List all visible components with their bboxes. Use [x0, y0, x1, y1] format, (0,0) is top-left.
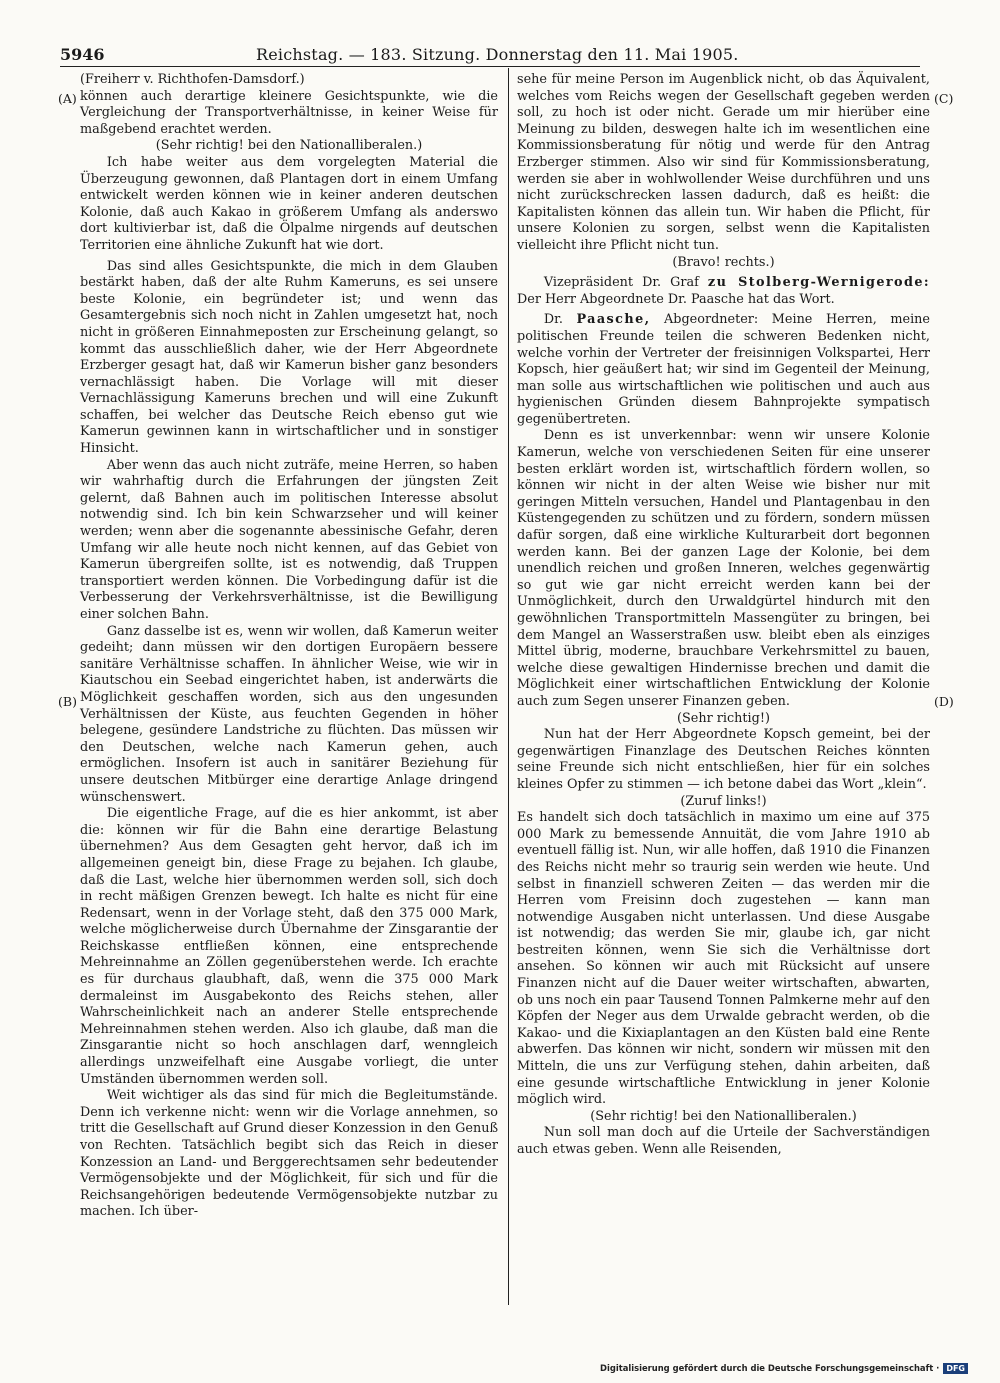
speaker-text: Abgeordneter: Meine Herren, meine politischen Freunde teilen die schweren Bedenken nicht, welche vorhin der Vertreter der freisinnigen Volkspartei, Herr Kopsch, hier geäußert hat; wir sind im Gegenteil der Meinung, man solle aus wirtschaftlichen wie politischen und auch aus hygienischen Gründen diesem Bahnprojekte sympatisch gegenübertreten. [517, 312, 930, 427]
speaker-note [80, 72, 498, 89]
paragraph: Weit wichtiger als das sind für mich die Begleitumstände. Denn ich verkenne nicht: wenn wir die Vorlage annehmen, so tritt die Gesellschaft auf Grund dieser Konzession in den Genuß von Rechten. Tatsächlich begibt sich das Reich in dieser Konzession an Land- und Berggerechtsamen sehr bedeutender Vermögensobjekte und der Möglichkeit, für sich und für die Reichsangehörigen bedeutende Vermögensobjekte nutzbar zu machen. Ich über- [80, 1088, 498, 1220]
speaker-paragraph [517, 312, 930, 428]
footer-credit [600, 1363, 968, 1374]
paragraph: Nun soll man doch auf die Urteile der Sachverständigen auch etwas geben. Wenn alle Reisenden, [517, 1125, 930, 1157]
paragraph: Nun hat der Herr Abgeordnete Kopsch gemeint, bei der gegenwärtigen Finanzlage des Deutschen Reiches könnten seine Freunde sich nicht entschließen, hier für ein solches kleines Opfer zu stimmen — ich betone dabei das Wort „klein“. [517, 727, 930, 792]
vp-text: Der Herr Abgeordnete Dr. Paasche hat das Wort. [517, 291, 835, 307]
paragraph: Die eigentliche Frage, auf die es hier ankommt, ist aber die: können wir für die Bahn eine derartige Belastung übernehmen? Aus dem Gesagten geht hervor, daß ich im allgemeinen geneigt bin, diese Frage zu bejahen. Ich glaube, daß die Last, welche hier übernommen werden soll, sich doch in recht mäßigen Grenzen bewegt. Ich halte es nicht für eine Redensart, wenn in der Vorlage steht, daß den 375 000 Mark, welche möglicherweise durch Übernahme der Zinsgarantie der Reichskasse entfließen können, eine entsprechende Mehreinnahme an Zöllen gegenüberstehen werde. Ich erachte es für durchaus glaubhaft, daß, wenn die 375 000 Mark dermaleinst im Ausgabekonto des Reichs stehen, aller Wahrscheinlichkeit nach an anderer Stelle entsprechende Mehreinnahmen stehen werden. Also ich glaube, daß man die Zinsgarantie nicht so hoch anschlagen darf, wenngleich allerdings unzweifelhaft eine Ausgabe vorliegt, die unter Umständen übernommen werden soll. [80, 806, 498, 1087]
paragraph: Aber wenn das auch nicht zuträfe, meine Herren, so haben wir wahrhaftig durch die Erfahrungen der jüngsten Zeit gelernt, daß Bahnen auch im politischen Interesse absolut notwendig sind. Ich bin kein Schwarzseher und will keiner werden; wenn aber die sogenannte abessinische Gefahr, deren Umfang wir alle heute noch nicht kennen, auf das Gebiet von Kamerun übergreifen sollte, ist es notwendig, daß Truppen transportiert werden können. Die Vorbedingung dafür ist die Verbesserung der Verkehrsverhältnisse, ist die Bewilligung einer solchen Bahn. [80, 457, 498, 622]
margin-marker-a: (A) [58, 91, 77, 106]
remark: (Sehr richtig! bei den Nationalliberalen.) [590, 1108, 857, 1124]
speaker-title: Dr. [543, 312, 577, 328]
footer-text: Digitalisierung gefördert durch die Deutsche Forschungsgemeinschaft · [600, 1363, 940, 1373]
paragraph: können auch derartige kleinere Gesichtspunkte, wie die Vergleichung der Transportverhältnisse, in keiner Weise für maßgebend erachtet werden. [80, 88, 498, 137]
left-column [80, 72, 498, 1221]
column-divider [508, 68, 509, 1305]
margin-marker-b: (B) [58, 694, 77, 709]
paragraph: sehe für meine Person im Augenblick nicht, ob das Äquivalent, welches vom Reichs wegen der Gesellschaft gegeben werden soll, zu hoch ist oder nicht. Gerade um mir hierüber eine Meinung zu bilden, deswegen halte ich im wesentlichen eine Kommissionsberatung für nötig und werde für den Antrag Erzberger stimmen. Also wir sind für Kommissionsberatung, werden sie aber in wohlwollender Weise durchführen und uns nicht zurückschrecken lassen dadurch, daß es heißt: die Kapitalisten können das allein tun. Wir haben die Pflicht, für unsere Kolonien zu sorgen, selbst wenn die Kapitalisten vielleicht ihre Pflicht nicht tun. [517, 72, 930, 253]
paragraph: Es handelt sich doch tatsächlich in maximo um eine auf 375 000 Mark zu bemessende Annuität, die vom Jahre 1910 ab eventuell fällig ist. Nun, wir alle hoffen, daß 1910 die Finanzen des Reichs nicht mehr so traurig sein werden wie heute. Und selbst in finanziell schweren Zeiten — das werden mir die Herren vom Freisinn doch zugestehen — kann man notwendige Ausgaben nicht unterlassen. Und diese Ausgabe ist notwendig; das werden Sie mir, glaube ich, gar nicht bestreiten können, wenn Sie sich die Verhältnisse dort ansehen. So können wir auch mit Rücksicht auf unsere Finanzen nicht auf die Dauer weiter wirtschaften, abwarten, ob uns noch ein paar Tausend Tonnen Palmkerne mehr auf den Köpfen der Neger aus dem Urwalde gebracht werden, ob die Kakao- und die Kixiaplantagen an den Küsten bald eine Rente abwerfen. Das können wir nicht, sondern wir müssen mit den Mitteln, die uns zur Verfügung stehen, dahin arbeiten, daß eine gesunde wirtschaftliche Entwicklung in jener Kolonie möglich wird. [517, 810, 930, 1108]
running-title: Reichstag. — 183. Sitzung. Donnerstag den 11. Mai 1905. [256, 45, 739, 64]
vice-president-statement [517, 275, 930, 308]
speaker-name: Paasche, [576, 312, 651, 328]
page-number: 5946 [60, 45, 105, 64]
paragraph: Ich habe weiter aus dem vorgelegten Material die Überzeugung gewonnen, daß Plantagen dort in einem Umfang entwickelt werden können wie in keiner anderen deutschen Kolonie, daß auch Kakao in größerem Umfang als anderswo dort kultivierbar ist, daß die Ölpalme nirgends auf deutschen Territorien eine ähnliche Zukunft hat wie dort. [80, 154, 498, 253]
page-header [60, 44, 920, 66]
speaker-note-text: (Freiherr v. Richthofen-Damsdorf.) [80, 72, 305, 87]
paragraph: Ganz dasselbe ist es, wenn wir wollen, daß Kamerun weiter gedeiht; dann müssen wir den dortigen Europäern bessere sanitäre Verhältnisse schaffen. In ähnlicher Weise, wie wir in Kiautschou ein Seebad eingerichtet haben, ist anderwärts die Möglichkeit geschaffen worden, sich aus den ungesunden Verhältnissen der Küste, aus feuchten Gegenden in höher belegene, gesündere Landstriche zu flüchten. Das müssen wir den Deutschen, welche nach Kamerun gehen, auch ermöglichen. Insofern ist auch in sanitärer Beziehung für unsere deutschen Mitbürger eine derartige Anlage dringend wünschenswert. [80, 623, 498, 805]
remark: (Sehr richtig! bei den Nationalliberalen.) [155, 138, 423, 154]
vp-name: zu Stolberg-Wernigerode: [707, 275, 930, 291]
paragraph: Denn es ist unverkennbar: wenn wir unsere Kolonie Kamerun, welche von verschiedenen Seiten für eine unserer besten erklärt worden ist, wirtschaftlich fördern wollen, so können wir nicht in der alten Weise wie bisher nur mit geringen Mitteln versuchen, Handel und Plantagenbau in den Küstengegenden zu schützen und zu fördern, sondern müssen dafür sorgen, daß eine wirkliche Kulturarbeit dort begonnen werden kann. Bei der ganzen Lage der Kolonie, bei dem unendlich reichen und großen Inneren, welches gegenwärtig so gut wie gar nicht erreicht werden kann bei der Unmöglichkeit, durch den Urwaldgürtel hindurch mit den gewöhnlichen Transportmitteln Massengüter zu bringen, bei dem Mangel an Wasserstraßen usw. bleibt eben als einziges Mittel übrig, moderne, brauchbare Verkehrsmittel zu bauen, welche diese gewaltigen Hindernisse brechen und damit die Möglichkeit einer wirtschaftlichen Entwicklung der Kolonie auch zum Segen unserer Finanzen geben. [517, 428, 930, 709]
margin-marker-d: (D) [934, 694, 954, 709]
paragraph: Das sind alles Gesichtspunkte, die mich in dem Glauben bestärkt haben, daß der alte Ruhm Kameruns, es sei unsere beste Kolonie, ein begründeter ist; und wenn das Gesamtergebnis sich noch nicht in Zahlen umgesetzt hat, noch nicht in größeren Einnahmeposten zur Erscheinung gelangt, so kommt das ausschließlich daher, wie der Herr Abgeordnete Erzberger gesagt hat, daß wir Kamerun bisher ganz besonders vernachlässigt haben. Die Vorlage will mit dieser Vernachlässigung Kameruns brechen und will eine Zukunft schaffen, bei welcher das Deutsche Reich ebenso gut wie Kamerun gewinnen kann in wirtschaftlicher und in sonstiger Hinsicht. [80, 258, 498, 457]
vp-title: Vizepräsident Dr. Graf [543, 275, 708, 291]
right-column [517, 72, 930, 1159]
header-rule [60, 66, 920, 67]
remark: (Sehr richtig!) [677, 710, 770, 726]
remark: (Zuruf links!) [680, 793, 767, 809]
dfg-logo: DFG [943, 1363, 968, 1374]
remark: (Bravo! rechts.) [672, 254, 775, 270]
margin-marker-c: (C) [934, 91, 954, 106]
